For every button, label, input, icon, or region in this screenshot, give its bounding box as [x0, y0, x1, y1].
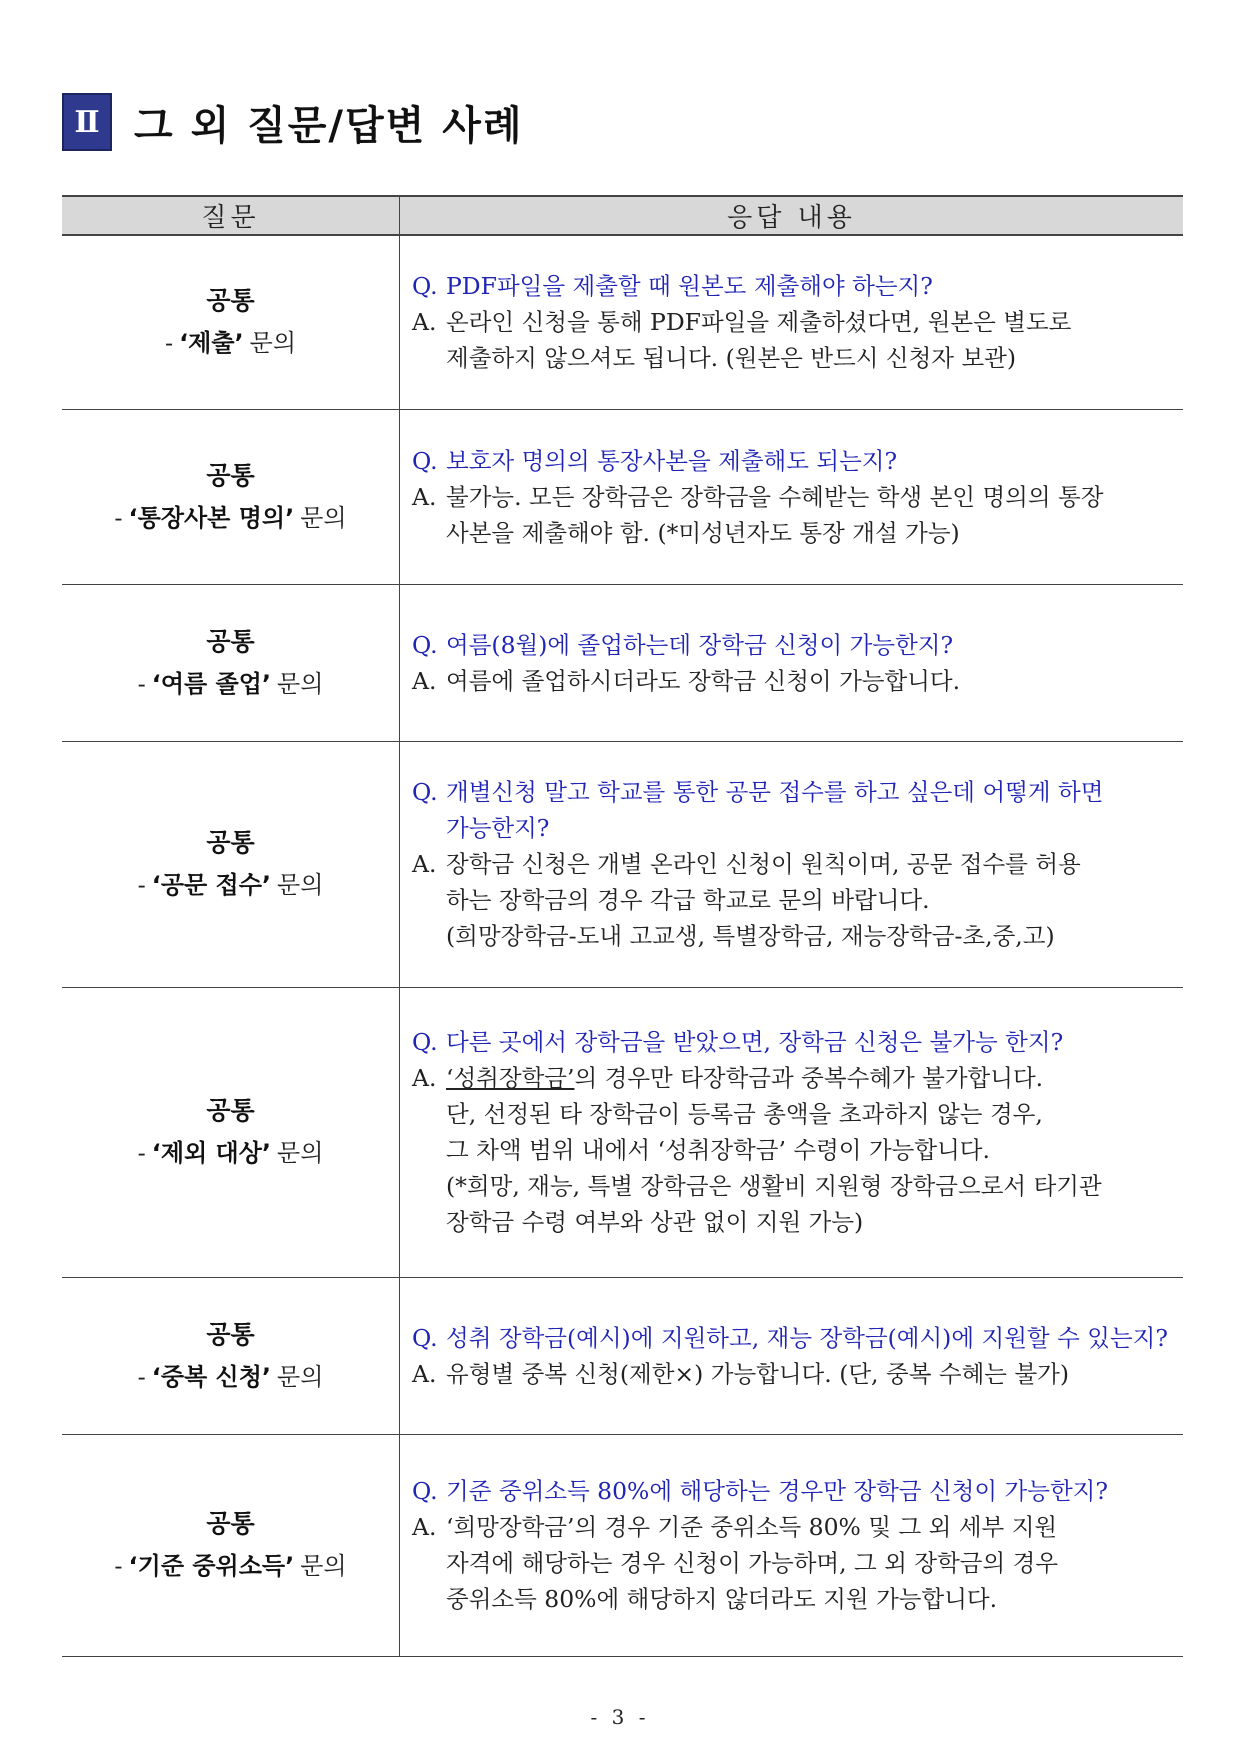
table-header-row	[62, 196, 1183, 235]
answer-continuation: 사본을 제출해야 함. (*미성년자도 통장 개설 가능)	[446, 518, 960, 547]
answer-continuation: 자격에 해당하는 경우 신청이 가능하며, 그 외 장학금의 경우	[446, 1549, 1059, 1577]
answer-continuation: 제출하지 않으셔도 됩니다. (원본은 반드시 신청자 보관)	[446, 344, 1017, 373]
question-text: Q. 개별신청 말고 학교를 통한 공문 접수를 하고 싶은데 어떻게 하면	[412, 778, 1104, 806]
row-topic: - ‘제출’ 문의	[164, 329, 297, 358]
answer-cell	[400, 235, 1184, 409]
answer-text: A. 장학금 신청은 개별 온라인 신청이 원칙이며, 공문 접수를 허용	[412, 850, 1081, 878]
answer-continuation: (희망장학금-도내 고교생, 특별장학금, 재능장학금-초,중,고)	[446, 922, 1055, 950]
answer-cell	[400, 409, 1184, 584]
row-topic: - ‘공문 접수’ 문의	[137, 871, 324, 899]
row-category: 공통	[206, 1319, 255, 1349]
table-row	[62, 1434, 1183, 1656]
question-continuation: 가능한지?	[446, 814, 550, 842]
section-title: 그 외 질문/답변 사례	[134, 102, 524, 149]
row-category: 공통	[206, 286, 255, 316]
question-text: Q. 보호자 명의의 통장사본을 제출해도 되는지?	[412, 446, 898, 475]
page-number: - 3 -	[590, 1705, 650, 1729]
row-topic: - ‘제외 대상’ 문의	[137, 1139, 324, 1167]
header-question: 질문	[62, 196, 400, 235]
question-cell	[62, 741, 400, 987]
answer-continuation: 장학금 수령 여부와 상관 없이 지원 가능)	[446, 1208, 864, 1236]
question-text: Q. 다른 곳에서 장학금을 받았으면, 장학금 신청은 불가능 한지?	[412, 1028, 1064, 1056]
underlined-term: ‘성취장학금’	[446, 1064, 575, 1092]
table-row	[62, 235, 1183, 409]
section-header	[62, 90, 524, 154]
question-text: Q. 기준 중위소득 80%에 해당하는 경우만 장학금 신청이 가능한지?	[412, 1477, 1108, 1505]
row-category: 공통	[206, 1509, 255, 1538]
answer-continuation: 중위소득 80%에 해당하지 않더라도 지원 가능합니다.	[446, 1585, 998, 1613]
row-topic: - ‘여름 졸업’ 문의	[137, 669, 324, 698]
row-category: 공통	[206, 626, 255, 656]
faq-table	[62, 195, 1183, 1657]
section-number-badge: Ⅱ	[62, 93, 112, 151]
table-row	[62, 409, 1183, 584]
answer-cell	[400, 1434, 1184, 1656]
question-text: Q. PDF파일을 제출할 때 원본도 제출해야 하는지?	[412, 272, 933, 301]
row-topic: - ‘기준 중위소득’ 문의	[114, 1552, 347, 1580]
answer-cell	[400, 1277, 1184, 1434]
table-row	[62, 741, 1183, 987]
header-answer: 응답 내용	[400, 196, 1184, 235]
question-text: Q. 여름(8월)에 졸업하는데 장학금 신청이 가능한지?	[412, 630, 954, 659]
answer-continuation: 하는 장학금의 경우 각급 학교로 문의 바랍니다.	[446, 886, 930, 914]
answer-cell	[400, 741, 1184, 987]
row-category: 공통	[206, 828, 255, 857]
table-row	[62, 584, 1183, 741]
row-topic: - ‘중복 신청’ 문의	[137, 1362, 324, 1391]
answer-text: A. ‘희망장학금’의 경우 기준 중위소득 80% 및 그 외 세부 지원	[412, 1513, 1058, 1541]
question-cell	[62, 409, 400, 584]
question-text: Q. 성취 장학금(예시)에 지원하고, 재능 장학금(예시)에 지원할 수 있는지?	[412, 1323, 1168, 1352]
row-topic: - ‘통장사본 명의’ 문의	[114, 503, 347, 532]
row-category: 공통	[206, 1096, 255, 1125]
answer-text: A. ‘성취장학금’의 경우만 타장학금과 중복수혜가 불가합니다.	[412, 1064, 1044, 1092]
answer-cell	[400, 584, 1184, 741]
answer-continuation: 그 차액 범위 내에서 ‘성취장학금’ 수령이 가능합니다.	[446, 1136, 990, 1164]
question-cell	[62, 235, 400, 409]
question-cell	[62, 584, 400, 741]
answer-continuation: 단, 선정된 타 장학금이 등록금 총액을 초과하지 않는 경우,	[446, 1100, 1043, 1128]
table-row	[62, 987, 1183, 1277]
answer-text: A. 유형별 중복 신청(제한×) 가능합니다. (단, 중복 수혜는 불가)	[412, 1359, 1070, 1388]
question-cell	[62, 1434, 400, 1656]
answer-text: A. 여름에 졸업하시더라도 장학금 신청이 가능합니다.	[412, 666, 961, 695]
answer-text: A. 온라인 신청을 통해 PDF파일을 제출하셨다면, 원본은 별도로	[412, 308, 1072, 337]
answer-continuation: (*희망, 재능, 특별 장학금은 생활비 지원형 장학금으로서 타기관	[446, 1172, 1102, 1200]
table-row	[62, 1277, 1183, 1434]
answer-text: A. 불가능. 모든 장학금은 장학금을 수혜받는 학생 본인 명의의 통장	[412, 482, 1104, 511]
answer-cell	[400, 987, 1184, 1277]
row-category: 공통	[206, 460, 255, 490]
question-cell	[62, 987, 400, 1277]
question-cell	[62, 1277, 400, 1434]
